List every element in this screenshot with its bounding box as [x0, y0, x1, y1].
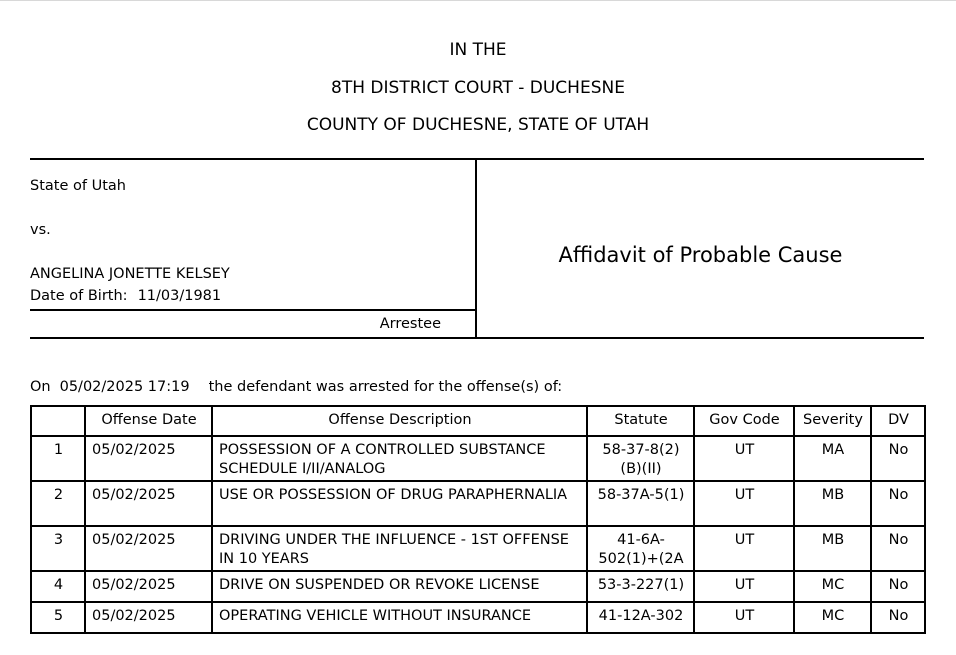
table-row [31, 602, 925, 633]
arrest-prefix: On [30, 379, 51, 395]
offense-description: USE OR POSSESSION OF DRUG PARAPHERNALIA [212, 481, 587, 526]
court-header-line-3: COUNTY OF DUCHESNE, STATE OF UTAH [306, 115, 650, 135]
severity: MC [794, 571, 871, 602]
offense-description: OPERATING VEHICLE WITHOUT INSURANCE [212, 602, 587, 633]
header-offense-description: Offense Description [212, 406, 587, 436]
row-number: 1 [31, 436, 85, 481]
arrest-statement [30, 379, 562, 395]
arrestee-divider [30, 309, 475, 311]
offense-date: 05/02/2025 [85, 481, 212, 526]
arrest-datetime: 05/02/2025 17:19 [59, 379, 190, 395]
dv-flag: No [871, 481, 925, 526]
row-number: 2 [31, 481, 85, 526]
table-row [31, 481, 925, 526]
arrest-suffix: the defendant was arrested for the offense(s) of: [208, 379, 563, 395]
party-role-label: Arrestee [379, 316, 441, 332]
offense-description: DRIVE ON SUSPENDED OR REVOKE LICENSE [212, 571, 587, 602]
offense-description: POSSESSION OF A CONTROLLED SUBSTANCE SCHEDULE I/II/ANALOG [212, 436, 587, 481]
gov-code: UT [694, 481, 794, 526]
severity: MA [794, 436, 871, 481]
dv-flag: No [871, 436, 925, 481]
court-header-line-1: IN THE [449, 40, 507, 60]
severity: MB [794, 526, 871, 571]
document-title: Affidavit of Probable Cause [558, 243, 843, 267]
severity: MB [794, 481, 871, 526]
offense-date: 05/02/2025 [85, 526, 212, 571]
header-statute: Statute [587, 406, 694, 436]
offense-date: 05/02/2025 [85, 436, 212, 481]
gov-code: UT [694, 571, 794, 602]
header-offense-date: Offense Date [85, 406, 212, 436]
offense-date: 05/02/2025 [85, 602, 212, 633]
defendant-name: ANGELINA JONETTE KELSEY [30, 266, 230, 282]
gov-code: UT [694, 436, 794, 481]
dv-flag: No [871, 571, 925, 602]
caption-title-box [477, 160, 924, 337]
statute: 53-3-227(1) [587, 571, 694, 602]
header-severity: Severity [794, 406, 871, 436]
severity: MC [794, 602, 871, 633]
table-row [31, 526, 925, 571]
header-gov-code: Gov Code [694, 406, 794, 436]
row-number: 3 [31, 526, 85, 571]
statute: 41-6A-502(1)+(2A [587, 526, 694, 571]
offenses-table [30, 405, 926, 634]
row-number: 5 [31, 602, 85, 633]
caption-parties [30, 160, 477, 337]
plaintiff-name: State of Utah [30, 178, 126, 194]
versus-label: vs. [30, 222, 51, 238]
dob-value: 11/03/1981 [137, 288, 222, 304]
header-number [31, 406, 85, 436]
table-row [31, 436, 925, 481]
row-number: 4 [31, 571, 85, 602]
gov-code: UT [694, 526, 794, 571]
dob-label: Date of Birth: [30, 288, 128, 304]
statute: 41-12A-302 [587, 602, 694, 633]
court-header-line-2: 8TH DISTRICT COURT - DUCHESNE [331, 77, 625, 98]
table-header-row [31, 406, 925, 436]
statute: 58-37-8(2)(B)(II) [587, 436, 694, 481]
gov-code: UT [694, 602, 794, 633]
offense-description: DRIVING UNDER THE INFLUENCE - 1ST OFFENSE IN 10 YEARS [212, 526, 587, 571]
case-caption [30, 158, 924, 339]
court-header [0, 32, 956, 145]
dv-flag: No [871, 526, 925, 571]
statute: 58-37A-5(1) [587, 481, 694, 526]
offense-date: 05/02/2025 [85, 571, 212, 602]
header-dv: DV [871, 406, 925, 436]
dv-flag: No [871, 602, 925, 633]
table-row [31, 571, 925, 602]
date-of-birth [30, 288, 221, 304]
